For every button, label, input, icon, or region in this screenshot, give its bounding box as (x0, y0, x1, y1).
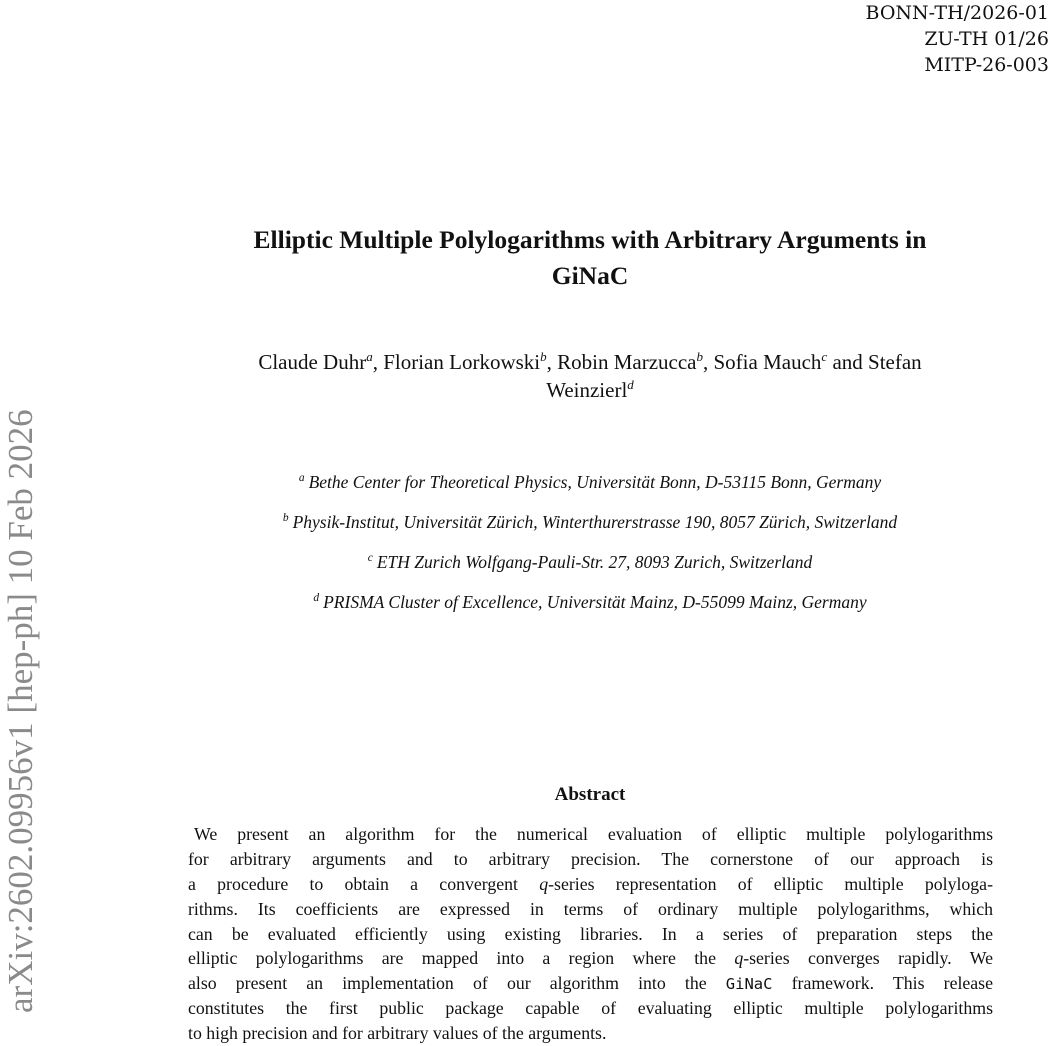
abstract-line: to high precision and for arbitrary values of the arguments. (188, 1023, 607, 1044)
abstract-heading: Abstract (554, 784, 626, 805)
report-numbers (866, 0, 1049, 78)
author-name: Claude Duhr (258, 350, 367, 374)
author-conjunction: and Stefan (827, 350, 922, 374)
abstract-text: a procedure to obtain a convergent (188, 873, 540, 894)
report-number: MITP-26-003 (924, 54, 1049, 76)
abstract-line (188, 946, 993, 971)
paper-title (128, 222, 1049, 294)
arxiv-stamp: arXiv:2602.09956v1 [hep-ph] 10 Feb 2026 (1, 409, 40, 1013)
report-number: ZU-TH 01/26 (924, 28, 1049, 50)
abstract-text: also present an implementation of our algorithm into the (188, 973, 726, 994)
affiliation (130, 588, 1049, 628)
affiliation-text: Bethe Center for Theoretical Physics, Universität Bonn, D-53115 Bonn, Germany (308, 472, 882, 492)
abstract-body (188, 822, 993, 1046)
author-line (150, 376, 1030, 404)
author-name: Weinzierl (546, 378, 628, 402)
abstract-text: -series converges rapidly. We (743, 948, 993, 969)
author-name: Sofia Mauch (713, 350, 822, 374)
report-number: BONN-TH/2026-01 (865, 2, 1049, 24)
title-line: Elliptic Multiple Polylogarithms with Arbitrary Arguments in (253, 225, 927, 254)
abstract-text: framework. This release (772, 973, 993, 994)
abstract-text: -series representation of elliptic multiple polyloga- (548, 873, 993, 894)
author-mark: b (696, 349, 703, 364)
affiliation-mark: c (367, 552, 373, 565)
author-line: Claude Duhr$^a$, Florian Lorkowski$^b$, Robin Marzucca$^b$, Sofia Mauch$^c$ and Stefan (258, 349, 922, 374)
affiliation-mark: a (298, 472, 305, 485)
ginac-code: GiNaC (725, 975, 773, 994)
title-line: GiNaC (551, 261, 629, 290)
q-symbol: q (734, 948, 744, 969)
affiliation (130, 508, 1049, 548)
abstract-line: constitutes the first public package capable of evaluating elliptic multiple polylogarithms (188, 998, 993, 1019)
author-name: Florian Lorkowski (383, 350, 541, 374)
author-mark: d (627, 377, 634, 392)
abstract-text: elliptic polylogarithms are mapped into a region where the (188, 948, 735, 969)
author-list (150, 348, 1030, 404)
affiliation-mark: d (313, 592, 320, 605)
author-name: Robin Marzucca (557, 350, 697, 374)
author-mark: a (366, 349, 373, 364)
q-symbol: q (539, 873, 549, 894)
abstract-line: can be evaluated efficiently using existing libraries. In a series of preparation steps the (188, 923, 993, 944)
affiliation-text: Physik-Institut, Universität Zürich, Winterthurerstrasse 190, 8057 Zürich, Switzerland (292, 512, 898, 532)
abstract-line: rithms. Its coefficients are expressed in terms of ordinary multiple polylogarithms, which (188, 898, 993, 919)
author-mark: c (821, 349, 828, 364)
affiliation (130, 548, 1049, 588)
affiliation-text: ETH Zurich Wolfgang-Pauli-Str. 27, 8093 Zurich, Switzerland (376, 552, 813, 572)
affiliation-mark: b (282, 512, 289, 525)
affiliation-list (130, 468, 1049, 628)
author-mark: b (540, 349, 547, 364)
abstract-line: for arbitrary arguments and to arbitrary precision. The cornerstone of our approach is (188, 848, 993, 869)
affiliation-text: PRISMA Cluster of Excellence, Universität Mainz, D-55099 Mainz, Germany (323, 592, 867, 612)
abstract-line (188, 872, 993, 897)
abstract-line: We present an algorithm for the numerical evaluation of elliptic multiple polylogarithms (194, 824, 993, 844)
abstract-line (188, 971, 993, 996)
affiliation (130, 468, 1049, 508)
